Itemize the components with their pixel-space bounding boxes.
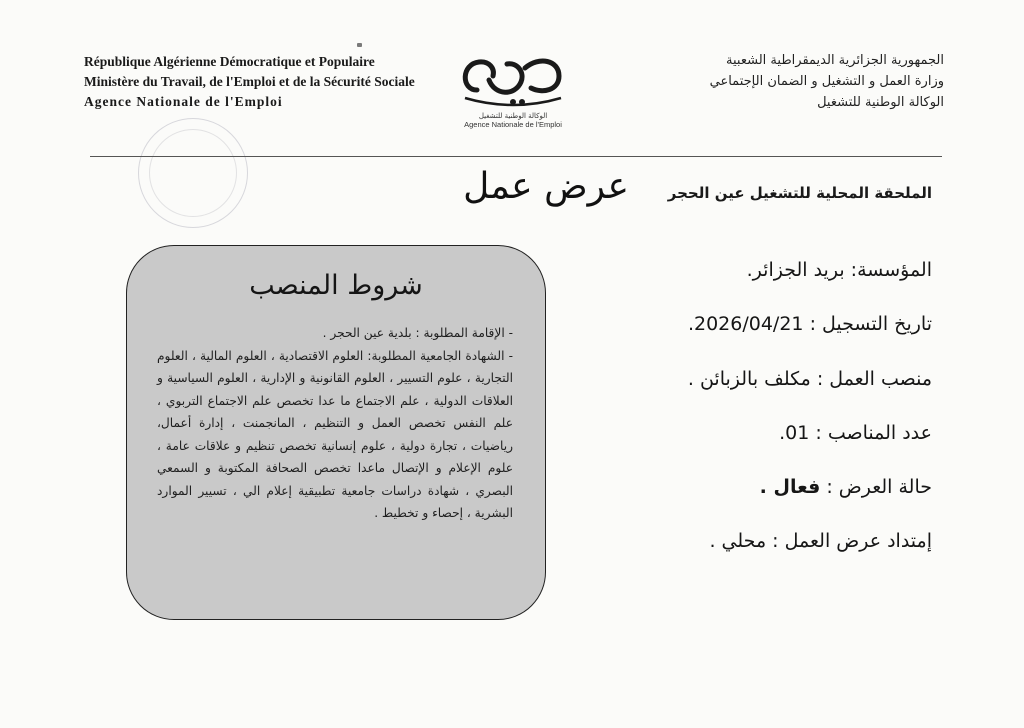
ministry-name-fr: Ministère du Travail, de l'Emploi et de la Sécurité Sociale [84,74,415,89]
offer-status-row [592,469,932,523]
anem-logo-icon [455,50,571,112]
offer-scope-row [592,523,932,577]
header-arabic [710,50,944,113]
faded-stamp [138,118,248,228]
position-value: مكلف بالزبائن . [687,367,811,390]
registration-date-label: تاريخ التسجيل : [809,313,932,336]
offer-details [592,252,932,578]
employer-row [592,252,932,306]
agency-name-ar: الوكالة الوطنية للتشغيل [817,95,944,110]
ministry-name-ar: وزارة العمل و التشغيل و الضمان الإجتماعي [709,74,944,89]
registration-date-row [592,306,932,360]
offer-status-label: حالة العرض : [826,476,932,499]
vacancies-row [592,415,932,469]
job-conditions-box [126,245,546,620]
job-conditions-title: شروط المنصب [249,270,423,301]
header-french [84,52,415,112]
header-divider [90,156,942,157]
logo-caption-ar: الوكالة الوطنية للتشغيل [478,112,548,120]
vacancies-label: عدد المناصب : [815,421,932,444]
local-office-name: الملحقة المحلية للتشغيل عين الحجر [667,184,932,202]
position-row [592,361,932,415]
employer-value: بريد الجزائر. [746,259,845,281]
degree-requirement: - الشهادة الجامعية المطلوبة: العلوم الاقتصادية ، العلوم المالية ، العلوم التجارية ، علوم التسيير ، العلوم القانونية و الإدارية ، العلوم السياسية و العلاقات الدولية ، علم الاجتماع ما عدا تخصص علم الاجتماع التربوي ، علم النفس تخصص العمل و التنظيم ، المانجمنت ، إدارة أعمال، رياضيات ، تجارة دولية ، علوم إنسانية تخصص تنظيم و علاقات عامة ، علوم الإعلام و الإتصال ماعدا تخصص الصحافة المكتوبة و السمعي البصري ، شهادة دراسات جامعية تطبيقية إعلام الي ، تسيير الموارد البشرية ، إحصاء و تخطيط . [157,348,513,520]
agency-name-fr: Agence Nationale de l'Emploi [84,94,283,109]
offer-scope-label: إمتداد عرض العمل : [772,530,932,553]
republic-name-ar: الجمهورية الجزائرية الديمقراطية الشعبية [726,53,944,68]
logo-caption-fr: Agence Nationale de l'Emploi [464,120,562,129]
job-conditions-body [157,322,513,525]
document-title: عرض عمل [463,166,629,207]
registration-date-value: 2026/04/21. [687,313,804,336]
anem-logo [448,50,578,146]
offer-status-value: فعال . [759,476,821,499]
vacancies-value: 01. [779,421,810,444]
ink-mark [357,43,362,47]
residence-requirement: - الإقامة المطلوبة : بلدية عين الحجر . [322,326,513,340]
employer-label: المؤسسة: [850,259,932,281]
position-label: منصب العمل : [816,367,932,390]
offer-scope-value: محلي . [709,530,767,553]
republic-name-fr: République Algérienne Démocratique et Populaire [84,54,375,69]
